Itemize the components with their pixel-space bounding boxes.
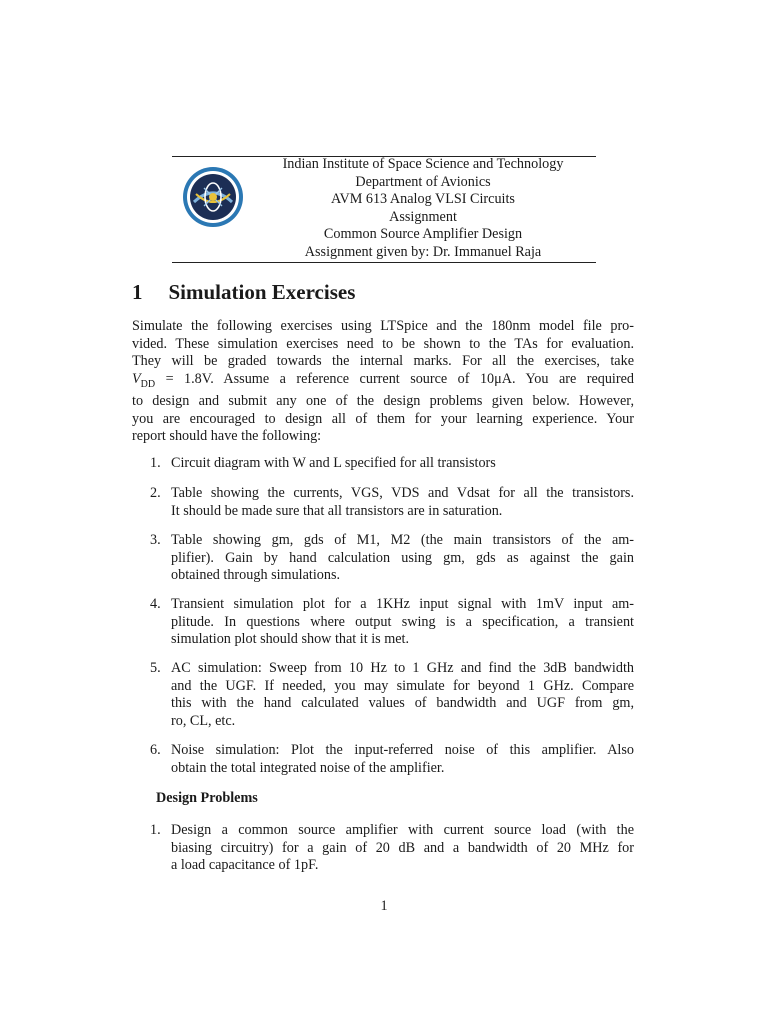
list-item-line: AC simulation: Sweep from 10 Hz to 1 GHz and find the 3dB bandwidth xyxy=(171,660,634,676)
list-item-line: simulation plot should show that it is met. xyxy=(171,631,410,648)
list-item-line: plitude. In questions where output swing is a specification, a transient xyxy=(171,613,634,630)
list-item-line: Transient simulation plot for a 1KHz input signal with 1mV input am- xyxy=(171,596,634,612)
vdd-subscript: DD xyxy=(140,378,156,390)
list-item-line: It should be made sure that all transistors are in saturation. xyxy=(171,502,503,519)
page-number: 1 xyxy=(380,898,388,914)
section-title: Simulation Exercises xyxy=(168,280,356,304)
list-item-number: 3. xyxy=(150,532,161,548)
list-item-line: obtain the total integrated noise of the amplifier. xyxy=(171,759,445,776)
list-item-line: and the UGF. If needed, you may simulate for beyond 1 GHz. Compare xyxy=(171,677,634,694)
list-item-number: 5. xyxy=(150,660,161,676)
list-item-number: 2. xyxy=(150,485,161,501)
header-line: Common Source Amplifier Design xyxy=(323,226,523,242)
header-line: Department of Avionics xyxy=(355,173,491,190)
intro-paragraph xyxy=(132,318,634,446)
section-number: 1 xyxy=(132,280,143,304)
list-item-line: a load capacitance of 1pF. xyxy=(171,857,319,874)
list-item-line: Circuit diagram with W and L specified for all transistors xyxy=(171,455,496,471)
header-lines xyxy=(250,156,596,261)
list-item-line: Table showing the currents, VGS, VDS and Vdsat for all the transistors. xyxy=(171,485,634,501)
intro-line: you are encouraged to design all of them for your learning experience. Your xyxy=(132,410,634,427)
vdd-text: = 1.8V. Assume a reference current source of 10μA. You are required xyxy=(155,370,634,387)
list-item-number: 6. xyxy=(150,742,161,758)
header-bottom-rule xyxy=(172,262,596,263)
header-line: AVM 613 Analog VLSI Circuits xyxy=(331,191,515,207)
vdd-symbol: V xyxy=(132,370,141,387)
list-item-line: this with the hand calculated values of bandwidth and UGF from gm, xyxy=(171,695,634,712)
list-item-number: 1. xyxy=(150,822,161,838)
section-heading xyxy=(132,280,355,305)
list-item-line: obtained through simulations. xyxy=(171,567,341,584)
intro-line: to design and submit any one of the design problems given below. However, xyxy=(132,393,634,410)
header-line: Assignment xyxy=(389,208,457,225)
list-item-line: ro, CL, etc. xyxy=(171,712,236,729)
list-item-line: Design a common source amplifier with current source load (with the xyxy=(171,822,634,838)
list-item-number: 4. xyxy=(150,596,161,612)
intro-line: report should have the following: xyxy=(132,428,322,445)
intro-line-vdd xyxy=(132,371,634,393)
list-item-line: biasing circuitry) for a gain of 20 dB and a bandwidth of 20 MHz for xyxy=(171,839,634,856)
header-line: Indian Institute of Space Science and Technology xyxy=(282,156,564,172)
list-item-line: Noise simulation: Plot the input-referred noise of this amplifier. Also xyxy=(171,742,634,758)
list-item-line: plifier). Gain by hand calculation using gm, gds as against the gain xyxy=(171,549,634,566)
list-item-line: Table showing gm, gds of M1, M2 (the main transistors of the am- xyxy=(171,532,634,548)
header-line: Assignment given by: Dr. Immanuel Raja xyxy=(304,243,542,260)
intro-line: vided. These simulation exercises need to be shown to the TAs for evaluation. xyxy=(132,335,634,352)
intro-line: They will be graded towards the internal marks. For all the exercises, take xyxy=(132,353,634,370)
design-problems-heading: Design Problems xyxy=(156,790,258,806)
intro-line: Simulate the following exercises using LTSpice and the 180nm model file pro- xyxy=(132,318,634,334)
iist-logo-icon xyxy=(182,166,244,228)
list-item-number: 1. xyxy=(150,455,161,471)
